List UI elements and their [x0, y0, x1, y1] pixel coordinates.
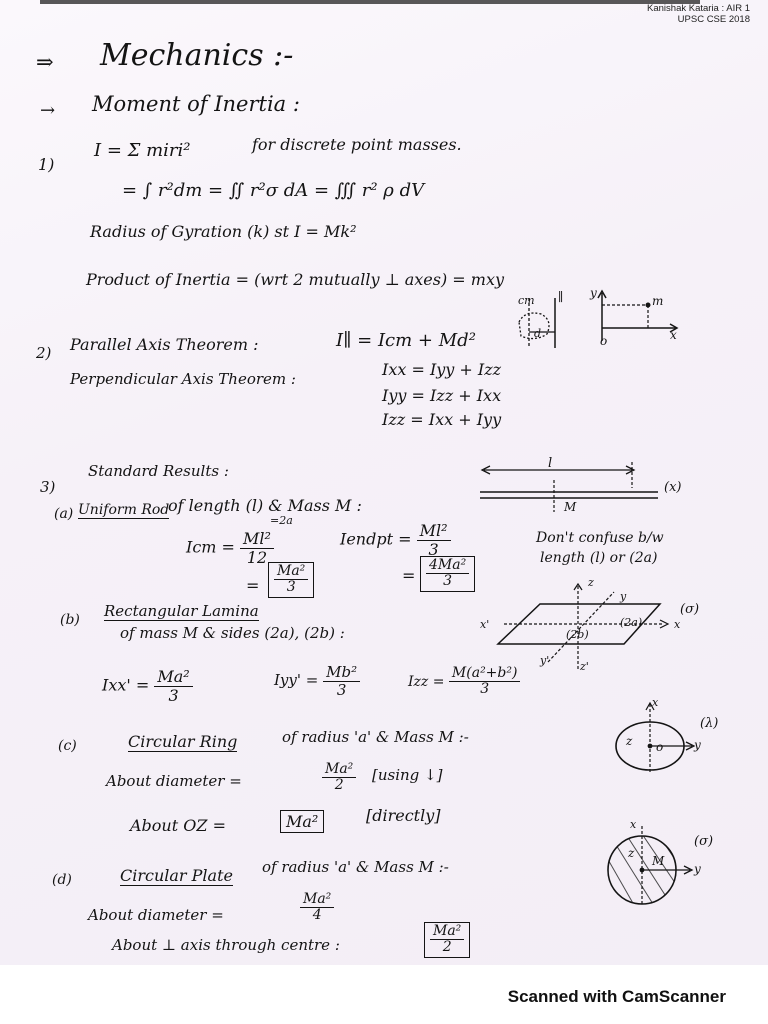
rod-icm-fraction	[240, 530, 274, 566]
lamina-izz-numerator: M(a²+b²)	[449, 666, 521, 682]
rod-note-line-2: length (l) or (2a)	[540, 550, 658, 566]
rod-iend-label: Iendpt =	[340, 529, 412, 549]
lamina-x-prime-label: x'	[480, 618, 490, 631]
scanner-watermark: Scanned with CamScanner	[507, 987, 726, 1006]
rod-iend-box	[420, 556, 475, 592]
plate-perp-label: About ⊥ axis through centre :	[112, 936, 340, 954]
lamina-z-prime-label: z'	[580, 660, 589, 673]
lamina-ixx-numerator: Ma²	[154, 668, 192, 687]
plate-diameter-numerator: Ma²	[300, 892, 334, 908]
product-origin-label: o	[600, 334, 608, 348]
ring-oz-label: About OZ =	[130, 816, 226, 835]
lamina-iyy-denominator: 3	[336, 680, 347, 699]
lamina-izz-formula	[408, 666, 520, 698]
perp-eq-2: Iyy = Izz + Ixx	[382, 386, 502, 405]
rod-2a-note: =2a	[270, 514, 293, 527]
perp-eq-3: Izz = Ixx + Iyy	[382, 410, 502, 429]
lamina-description: of mass M & sides (2a), (2b) :	[120, 624, 345, 642]
ring-x-label: x	[652, 696, 659, 709]
rod-icm-numerator: Ml²	[240, 530, 274, 549]
rod-length-label: l	[548, 456, 553, 471]
rod-icm-denominator: 12	[246, 547, 268, 567]
top-divider	[40, 0, 700, 4]
author-line: Kanishak Kataria : AIR 1	[647, 3, 750, 14]
item-number-2: 2)	[36, 344, 52, 362]
lamina-iyy-fraction	[323, 664, 360, 698]
ring-z-label: z	[626, 734, 633, 748]
plate-diameter-label: About diameter =	[88, 906, 224, 924]
lamina-ixx-formula	[102, 668, 193, 704]
plate-x-label: x	[630, 818, 637, 831]
plate-z-label: z	[628, 846, 635, 860]
page-title: Mechanics :-	[100, 38, 294, 73]
lamina-izz-label: Izz =	[408, 673, 445, 690]
product-y-label: y	[590, 286, 597, 300]
lamina-ixx-denominator: 3	[168, 685, 179, 705]
plate-tag: (σ)	[694, 834, 714, 849]
part-d-label: (d)	[52, 872, 72, 888]
plate-centre-dot	[640, 868, 645, 873]
lamina-y-prime-label: y'	[540, 654, 550, 667]
scanner-footer	[0, 965, 768, 1024]
lamina-2a-label: (2a)	[620, 616, 643, 629]
parallel-axis-eq: I∥ = Icm + Md²	[336, 330, 476, 351]
circular-ring-heading: Circular Ring	[128, 732, 238, 751]
item-number-1: 1)	[38, 155, 55, 174]
ring-tag: (λ)	[700, 716, 719, 731]
ring-using-note: [using ↓]	[372, 766, 443, 784]
rod-icm-box	[268, 562, 314, 598]
rod-tag: (x)	[664, 480, 682, 495]
standard-results-heading: Standard Results :	[88, 462, 229, 480]
ring-description: of radius 'a' & Mass M :-	[282, 728, 469, 746]
ring-o-label: o	[656, 740, 664, 754]
ring-diameter-numerator: Ma²	[322, 762, 356, 778]
lamina-ixx-label: Ixx' =	[102, 675, 150, 695]
double-arrow-icon: ⇒	[36, 50, 54, 74]
plate-diameter-frac	[300, 892, 334, 924]
part-a-label: (a)	[54, 506, 74, 522]
product-x-label: x	[670, 328, 677, 342]
plate-diameter-fraction	[300, 892, 334, 924]
rod-description: of length (l) & Mass M :	[168, 496, 362, 515]
plate-perp-denominator: 2	[442, 939, 452, 956]
uniform-rod-heading: Uniform Rod	[78, 502, 170, 518]
circular-plate-heading: Circular Plate	[120, 866, 233, 885]
rod-icm-box-denominator: 3	[286, 579, 296, 596]
lamina-iyy-formula	[274, 664, 360, 698]
lamina-2b-label: (2b)	[566, 628, 589, 641]
plate-description: of radius 'a' & Mass M :-	[262, 858, 449, 876]
rod-icm-formula	[186, 530, 274, 566]
rod-iend-numerator: Ml²	[417, 522, 451, 541]
rod-icm-label: Icm =	[186, 537, 235, 557]
rod-note-line-1: Don't confuse b/w	[536, 530, 664, 546]
perp-eq-1: Ixx = Iyy + Izz	[382, 360, 502, 379]
ring-oz-box: Ma²	[280, 810, 324, 833]
part-c-label: (c)	[58, 738, 77, 754]
ring-diameter-frac	[322, 762, 356, 794]
parallel-axis-mark: ∥	[558, 290, 564, 304]
gyration-line: Radius of Gyration (k) st I = Mk²	[90, 222, 357, 241]
rectangular-lamina-heading: Rectangular Lamina	[104, 602, 259, 620]
ring-diameter-label: About diameter =	[106, 772, 242, 790]
rod-icm-box-numerator: Ma²	[274, 564, 308, 580]
parallel-axis-label: Parallel Axis Theorem :	[70, 335, 259, 354]
rod-mass-label: M	[564, 500, 577, 514]
inertia-integral-eq: = ∫ r²dm = ∬ r²σ dA = ∭ r² ρ dV	[122, 180, 425, 201]
rod-iend-fraction	[417, 522, 451, 558]
rod-equals-1: =	[246, 576, 260, 595]
ring-directly-note: [directly]	[366, 806, 441, 825]
perpendicular-axis-label: Perpendicular Axis Theorem :	[70, 370, 296, 388]
parallel-d-label: d	[534, 327, 542, 340]
lamina-izz-denominator: 3	[480, 681, 490, 698]
parallel-axis-figure	[505, 292, 575, 352]
rod-iend-denominator: 3	[428, 539, 439, 559]
product-of-inertia-line: Product of Inertia = (wrt 2 mutually ⊥ axes) = mxy	[86, 270, 505, 289]
plate-perp-box	[424, 922, 470, 958]
item-number-3: 3)	[40, 478, 56, 496]
plate-m-label: M	[652, 854, 665, 868]
rod-iend-box-denominator: 3	[443, 573, 453, 590]
point-mass-dot	[646, 303, 651, 308]
rod-iend-box-numerator: 4Ma²	[426, 558, 469, 574]
ring-centre-dot	[648, 744, 653, 749]
lamina-ixx-fraction	[154, 668, 192, 704]
lamina-y-label: y	[620, 590, 627, 603]
rod-equals-2: =	[402, 566, 416, 585]
lamina-x-label: x	[674, 618, 681, 631]
parallel-cm-label: cm	[518, 294, 535, 307]
section-heading: Moment of Inertia :	[92, 92, 300, 116]
discrete-note: for discrete point masses.	[252, 135, 462, 154]
ring-diameter-fraction	[322, 762, 356, 794]
lamina-tag: (σ)	[680, 602, 700, 617]
lamina-izz-fraction	[449, 666, 521, 698]
product-m-label: m	[652, 294, 664, 308]
rod-iend-formula	[340, 522, 451, 558]
inertia-sum-eq: I = Σ miri²	[94, 140, 191, 161]
exam-line: UPSC CSE 2018	[677, 14, 750, 25]
lamina-iyy-numerator: Mb²	[323, 664, 360, 682]
ring-diameter-denominator: 2	[334, 777, 344, 794]
plate-perp-frac	[430, 924, 464, 956]
rod-icm-box-fraction	[274, 564, 308, 596]
rod-iend-box-fraction	[426, 558, 469, 590]
lamina-z-label: z	[588, 576, 594, 589]
lamina-figure	[488, 580, 688, 672]
plate-perp-numerator: Ma²	[430, 924, 464, 940]
lamina-iyy-label: Iyy' =	[274, 671, 319, 689]
plate-y-label: y	[694, 862, 701, 876]
ring-y-label: y	[694, 738, 701, 752]
plate-diameter-denominator: 4	[312, 907, 322, 924]
part-b-label: (b)	[60, 612, 80, 628]
author-note	[647, 3, 750, 25]
arrow-icon: →	[40, 100, 56, 121]
